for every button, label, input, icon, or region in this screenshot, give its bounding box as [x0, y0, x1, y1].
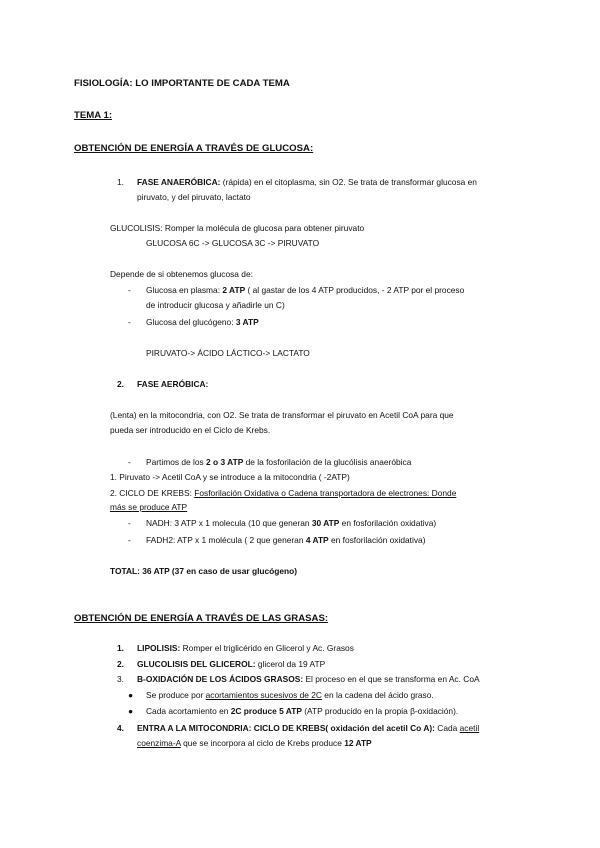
text-line: de introducir glucosa y añadirle un C) [146, 300, 285, 310]
term: LIPOLISIS: [137, 643, 181, 653]
text: (ATP producido en la propia β-oxidación). [301, 706, 459, 716]
text-line: Depende de si obtenemos glucosa de: [110, 269, 253, 279]
list-item-fase-anaerobica [137, 177, 477, 188]
list-number: 1. [117, 177, 124, 187]
text-line: GLUCOLISIS: Romper la molécula de glucosa para obtener piruvato [110, 223, 365, 233]
text: Partimos de los [146, 457, 207, 467]
text: 2. CICLO DE KREBS: [110, 488, 195, 498]
list-item-fase-aerobica: FASE AERÓBICA: [137, 379, 209, 389]
formula: PIRUVATO-> ÁCIDO LÁCTICO-> LACTATO [146, 348, 310, 358]
text: FADH2: ATP x 1 molécula ( 2 que generan [146, 535, 306, 545]
value: 2 o 3 ATP [206, 457, 244, 467]
text-line: piruvato, y del piruvato, lactato [137, 192, 251, 202]
bullet-item [146, 706, 458, 717]
term: GLUCOLISIS DEL GLICEROL: [137, 659, 256, 669]
text-line: pueda ser introducido en el Ciclo de Krebs. [110, 425, 271, 435]
total-line: TOTAL: 36 ATP (37 en caso de usar glucógeno) [110, 566, 298, 576]
text: acortamientos sucesivos de 2C [205, 690, 322, 700]
list-number: 2. [117, 659, 124, 669]
text-line: 1. Piruvato -> Acetil CoA y se introduce a la mitocondria ( -2ATP) [110, 472, 350, 482]
page-title: FISIOLOGÍA: LO IMPORTANTE DE CADA TEMA [74, 78, 290, 89]
value: 2C produce 5 ATP [230, 706, 302, 716]
dash-bullet: - [128, 535, 131, 545]
section-heading-grasas: OBTENCIÓN DE ENERGÍA A TRAVÉS DE LAS GRASAS: [74, 613, 329, 624]
text: NADH: 3 ATP x 1 molecula (10 que generan [146, 518, 312, 528]
value: 2 ATP [222, 285, 246, 295]
list-number: 2. [117, 379, 124, 389]
value: 30 ATP [311, 518, 340, 528]
bullet-item [146, 690, 434, 701]
text: ( al gastar de los 4 ATP producidos, - 2 ATP por el proceso [245, 285, 465, 295]
text: glicerol da 19 ATP [255, 659, 326, 669]
list-number: 1. [117, 643, 124, 653]
text-line: (Lenta) en la mitocondria, con O2. Se trata de transformar el piruvato en Acetil CoA para que [110, 410, 454, 420]
text: en la cadena del ácido graso. [321, 690, 434, 700]
list-item-nadh [146, 518, 436, 529]
list-item-fadh [146, 535, 425, 546]
text: Fosforilación Oxidativa o Cadena transportadora de electrones: Donde [194, 488, 457, 498]
text-line [110, 488, 456, 499]
text: en fosforilación oxidativa) [339, 518, 437, 528]
term: ENTRA A LA MITOCONDRIA: CICLO DE KREBS( oxidación del acetil Co A): [137, 723, 435, 733]
text: (rápida) en el citoplasma, sin O2. Se trata de transformar glucosa en [220, 177, 477, 187]
list-item-plasma [146, 285, 464, 296]
text: coenzima-A [137, 738, 181, 748]
dash-bullet: - [128, 518, 131, 528]
text-line [137, 738, 372, 749]
text: de la fosforilación de la glucólisis anaeróbica [243, 457, 412, 467]
bullet-dot: ● [128, 706, 134, 716]
term: B-OXIDACIÓN DE LOS ÁCIDOS GRASOS: [137, 674, 304, 684]
text-line: más se produce ATP [110, 502, 188, 512]
list-item-partimos [146, 457, 411, 468]
text: Cada [434, 723, 460, 733]
list-number: 3. [117, 674, 124, 684]
text: Romper el triglicérido en Glicerol y Ac. Grasos [180, 643, 354, 653]
formula: GLUCOSA 6C -> GLUCOSA 3C -> PIRUVATO [146, 238, 320, 248]
tema-heading: TEMA 1: [74, 110, 113, 121]
dash-bullet: - [128, 285, 131, 295]
value: 12 ATP [344, 738, 372, 748]
list-item-b-oxidacion [137, 674, 480, 685]
text: acetil [459, 723, 480, 733]
term: FASE ANAERÓBICA: [137, 177, 221, 187]
list-item-glucogeno [146, 317, 259, 328]
text: Glucosa en plasma: [146, 285, 223, 295]
dash-bullet: - [128, 457, 131, 467]
list-item-ciclo-krebs [137, 723, 479, 734]
text: que se incorpora al ciclo de Krebs produce [180, 738, 345, 748]
text: Se produce por [146, 690, 206, 700]
list-item-lipolisis [137, 643, 354, 654]
list-item-glucolisis-glicerol [137, 659, 325, 670]
dash-bullet: - [128, 317, 131, 327]
bullet-dot: ● [128, 690, 134, 700]
value: 3 ATP [235, 317, 259, 327]
text: Cada acortamiento en [146, 706, 231, 716]
text: El proceso en el que se transforma en Ac. CoA [303, 674, 480, 684]
list-number: 4. [117, 723, 124, 733]
text: Glucosa del glucógeno: [146, 317, 236, 327]
text: en fosforilación oxidativa) [328, 535, 426, 545]
value: 4 ATP [305, 535, 329, 545]
section-heading-glucosa: OBTENCIÓN DE ENERGÍA A TRAVÉS DE GLUCOSA: [74, 143, 314, 154]
